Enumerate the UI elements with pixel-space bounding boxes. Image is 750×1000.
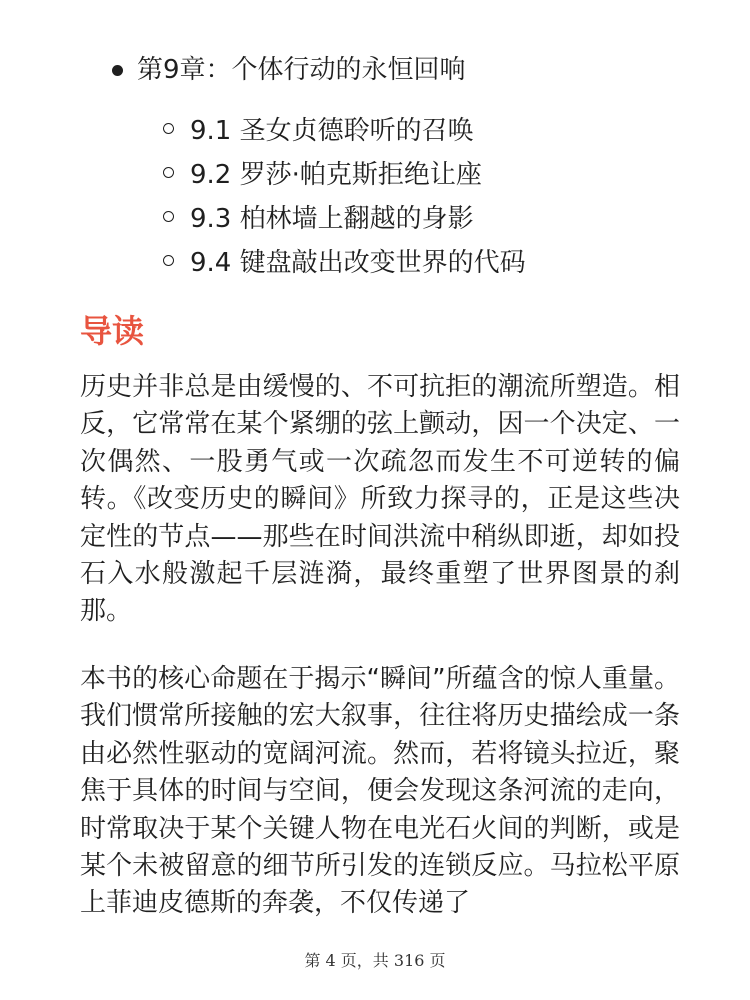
section-item — [163, 150, 526, 194]
bullet-circle-icon — [163, 211, 174, 222]
bullet-disc-icon — [112, 65, 123, 76]
body-paragraph: 历史并非总是由缓慢的、不可抗拒的潮流所塑造。相反，它常常在某个紧绷的弦上颤动，因一个决定、一次偶然、一股勇气或一次疏忽而发生不可逆转的偏转。《改变历史的瞬间》所致力探寻的，正是这些决定性的节点——那些在时间洪流中稍纵即逝，却如投石入水般激起千层涟漪，最终重塑了世界图景的刹那。 — [80, 372, 680, 627]
bullet-circle-icon — [163, 167, 174, 178]
body-paragraph: 本书的核心命题在于揭示“瞬间”所蕴含的惊人重量。我们惯常所接触的宏大叙事，往往将历史描绘成一条由必然性驱动的宽阔河流。然而，若将镜头拉近，聚焦于具体的时间与空间，便会发现这条河流的走向，时常取决于某个关键人物在电光石火间的判断，或是某个未被留意的细节所引发的连锁反应。马拉松平原上菲迪皮德斯的奔袭，不仅传递了 — [80, 664, 680, 919]
chapter-title: 第9章：个体行动的永恒回响 — [137, 55, 466, 85]
section-label: 9.2 罗莎·帕克斯拒绝让座 — [190, 159, 482, 190]
section-label: 9.1 圣女贞德聆听的召唤 — [190, 115, 474, 146]
bullet-circle-icon — [163, 255, 174, 266]
chapter-list-item — [112, 50, 466, 90]
bullet-circle-icon — [163, 123, 174, 134]
section-item — [163, 106, 526, 150]
section-heading: 导读 — [80, 312, 145, 350]
page-footer: 第 4 页，共 316 页 — [304, 951, 446, 970]
section-label: 9.4 键盘敲出改变世界的代码 — [190, 247, 526, 278]
section-item — [163, 238, 526, 282]
section-item — [163, 194, 526, 238]
section-list — [163, 106, 526, 282]
section-label: 9.3 柏林墙上翻越的身影 — [190, 203, 474, 234]
